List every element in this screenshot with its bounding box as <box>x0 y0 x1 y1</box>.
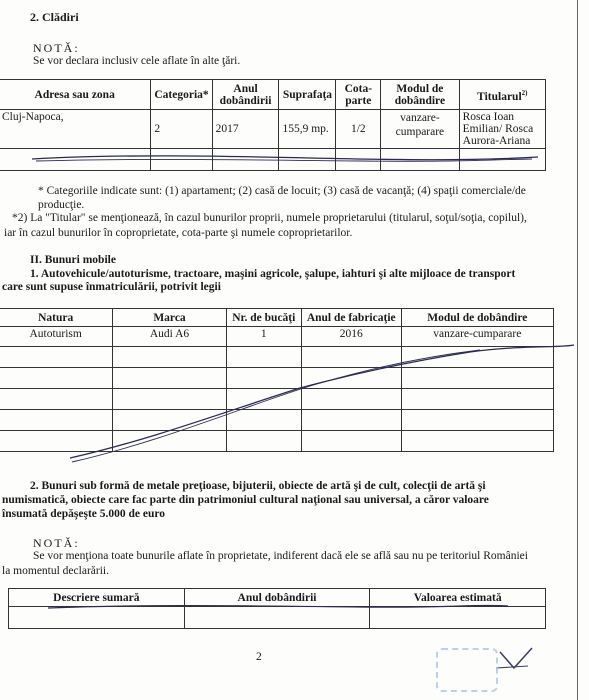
bunuri-table <box>8 588 546 629</box>
col-nr-bucati: Nr. de bucăţi <box>226 309 301 327</box>
item2-line3: însumată depăşeşte 5.000 de euro <box>2 508 166 520</box>
cell-suprafata: 155,9 mp. <box>279 110 336 149</box>
nota-text: Se vor declara inclusiv cele aflate în alte ţări. <box>33 55 241 67</box>
footnote-categorii-text: * Categoriile indicate sunt: (1) apartament; (2) casă de locuit; (3) casă de vacanţă; (4) spaţii comerciale/de producţie. <box>38 185 526 211</box>
footnote-categorii <box>38 184 566 212</box>
stamp-mark <box>436 648 498 692</box>
col-natura: Natura <box>0 309 113 327</box>
vehicule-empty-row <box>0 347 554 368</box>
cell-categoria: 2 <box>151 110 212 149</box>
col-marca: Marca <box>113 309 226 327</box>
nota2-line1: Se vor menţiona toate bunurile aflate în proprietate, indiferent dacă ele se află sau nu pe teritoriul României <box>33 550 528 562</box>
item2-line1: 2. Bunuri sub formă de metale preţioase, bijuterii, obiecte de artă şi de cult, colecţii de artă şi <box>30 480 486 492</box>
cell-adresa: Cluj-Napoca, <box>0 110 151 149</box>
item1-line2: care sunt supuse înmatriculării, potrivit legii <box>2 281 221 293</box>
section-title-mobile: II. Bunuri mobile <box>30 254 116 266</box>
cell-bucati: 1 <box>226 327 301 347</box>
col-categoria: Categoria* <box>151 80 212 110</box>
titular-label: Titularul <box>477 90 522 103</box>
vehicule-table <box>0 308 554 452</box>
cell-natura: Autoturism <box>0 327 113 347</box>
nota2-line2: la momentul declarării. <box>2 565 109 577</box>
item2-line2: numismatică, obiecte care fac parte din patrimoniul cultural naţional sau universal, a căror valoare <box>2 494 489 506</box>
page-edge-line <box>577 0 578 700</box>
footnote-titular-2: iar în cazul bunurilor în coproprietate, cota-parte şi numele coproprietarilor. <box>4 227 353 239</box>
col-valoarea: Valoarea estimată <box>370 589 546 607</box>
col-cota: Cota-parte <box>336 80 381 110</box>
col-modul: Modul de dobândire <box>381 80 459 110</box>
col-anul: Anul dobândirii <box>212 80 279 110</box>
nota-label: NOTĂ: <box>33 41 80 55</box>
col-titularul <box>459 80 545 110</box>
vehicule-empty-row <box>0 431 554 452</box>
col-suprafata: Suprafaţa <box>279 80 336 110</box>
cladiri-empty-row <box>0 149 546 171</box>
col-descriere: Descriere sumară <box>9 589 185 607</box>
bunuri-empty-row <box>9 607 546 629</box>
col-adresa: Adresa sau zona <box>0 80 151 110</box>
nota2-label: NOTĂ: <box>33 536 80 550</box>
cell-an: 2016 <box>301 327 401 347</box>
vehicule-empty-row <box>0 389 554 410</box>
cell-marca: Audi A6 <box>113 327 226 347</box>
vehicule-row <box>0 327 554 347</box>
page-number: 2 <box>256 651 262 663</box>
cell-modul-veh: vanzare-cumparare <box>401 327 553 347</box>
col-anul-dobandirii: Anul dobândirii <box>184 589 370 607</box>
cell-anul: 2017 <box>212 110 279 149</box>
titular-sup: 2) <box>521 88 528 97</box>
footnote-titular-1: *2) La "Titular" se menţionează, în cazul bunurilor proprii, numele proprietarului (titularul, soţul/soţia, copilul), <box>12 212 527 224</box>
cladiri-table <box>0 79 546 171</box>
item1-line1: 1. Autovehicule/autoturisme, tractoare, maşini agricole, şalupe, iahturi şi alte mijloace de transport <box>30 268 516 280</box>
cell-titular: Rosca Ioan Emilian/ Rosca Aurora-Ariana <box>459 110 545 149</box>
cladiri-row <box>0 110 546 149</box>
vehicule-empty-row <box>0 368 554 389</box>
cell-cota: 1/2 <box>336 110 381 149</box>
col-modul-dobandire: Modul de dobândire <box>401 309 553 327</box>
col-an-fabricatie: Anul de fabricaţie <box>301 309 401 327</box>
section-title-cladiri: 2. Clădiri <box>30 10 79 24</box>
vehicule-empty-row <box>0 410 554 431</box>
cell-modul: vanzare-cumparare <box>381 110 459 149</box>
